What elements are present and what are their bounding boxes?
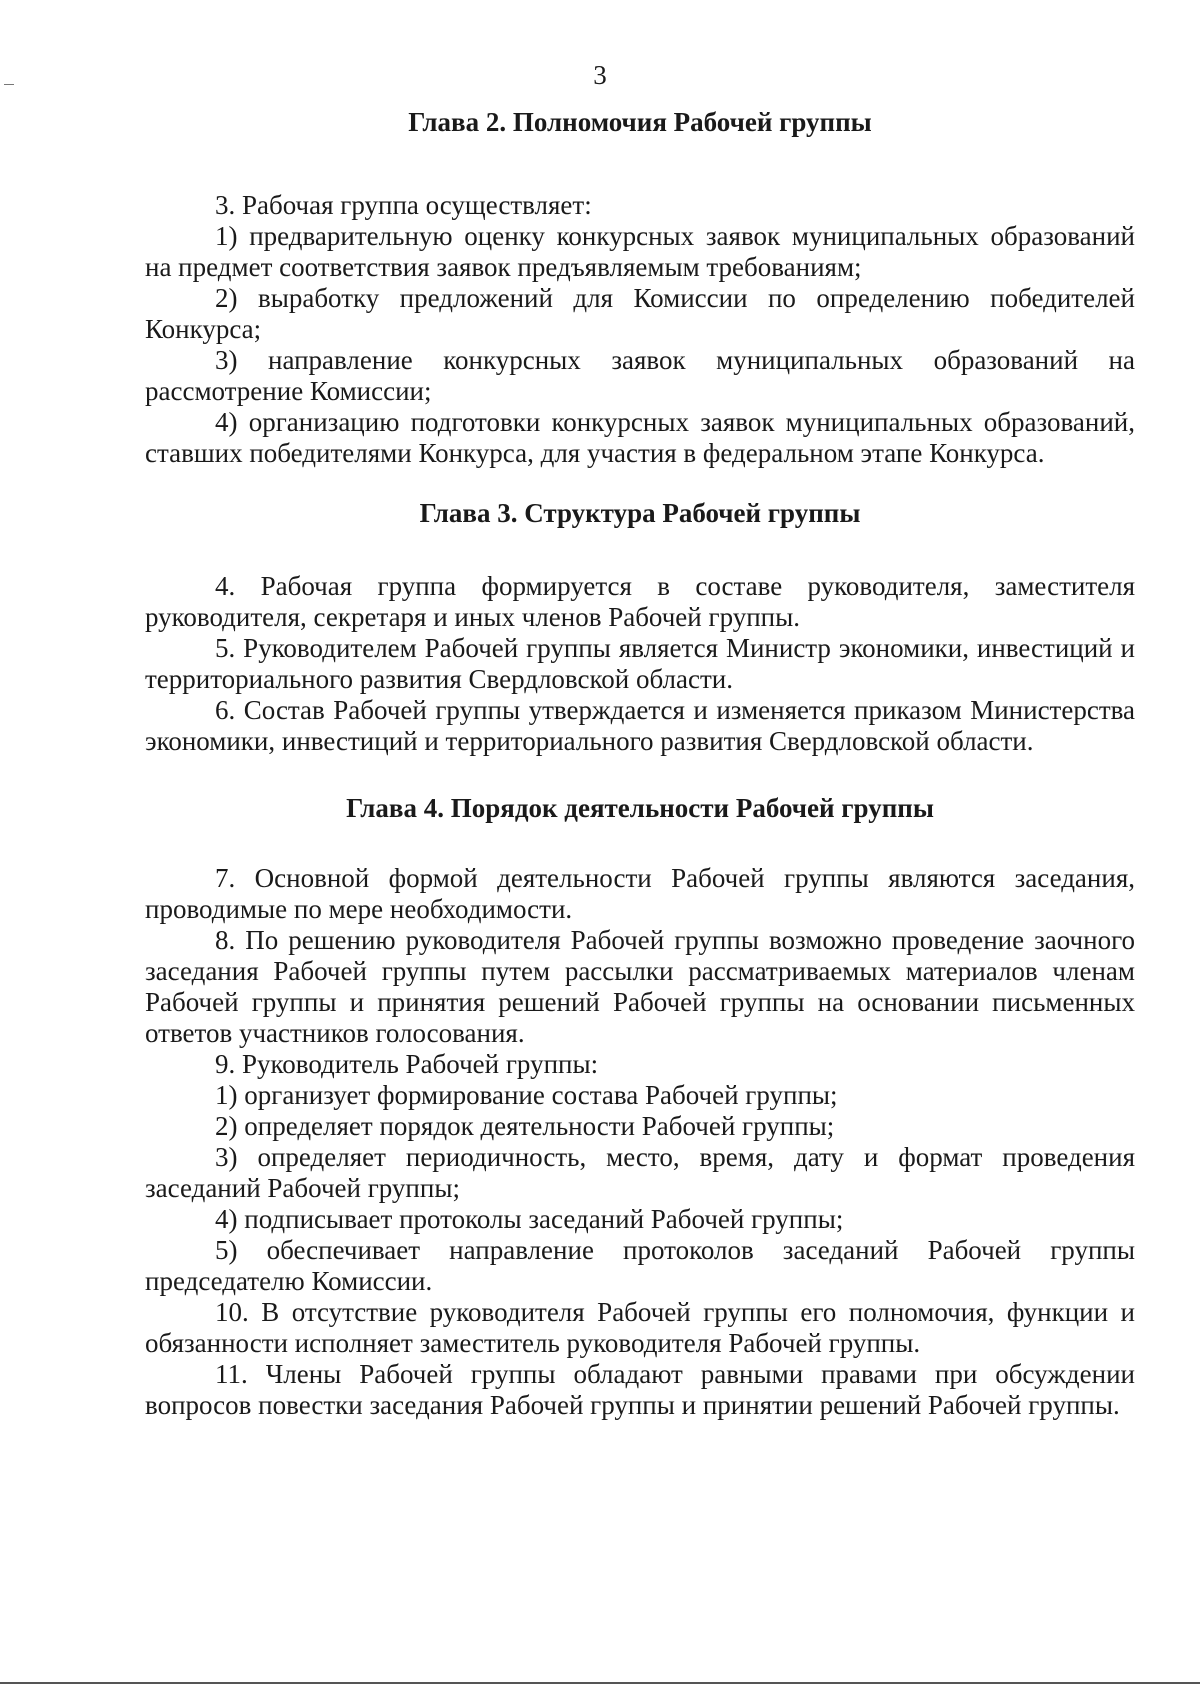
paragraph: 10. В отсутствие руководителя Рабочей группы его полномочия, функции и обязанности исполняет заместитель руководителя Рабочей группы.	[145, 1297, 1135, 1358]
chapter-2-section	[145, 190, 1135, 469]
chapter-2-heading: Глава 2. Полномочия Рабочей группы	[408, 107, 872, 137]
paragraph: 2) выработку предложений для Комиссии по определению победителей Конкурса;	[145, 283, 1135, 344]
paragraph: 4) организацию подготовки конкурсных заявок муниципальных образований, ставших победителями Конкурса, для участия в федеральном этапе Конкурса.	[145, 407, 1135, 468]
scan-edge-line	[0, 1682, 1200, 1684]
paragraph: 7. Основной формой деятельности Рабочей группы являются заседания, проводимые по мере необходимости.	[145, 863, 1135, 924]
paragraph: 1) организует формирование состава Рабочей группы;	[215, 1080, 838, 1110]
paragraph: 5) обеспечивает направление протоколов заседаний Рабочей группы председателю Комиссии.	[145, 1235, 1135, 1296]
paragraph: 1) предварительную оценку конкурсных заявок муниципальных образований на предмет соответствия заявок предъявляемым требованиям;	[145, 221, 1135, 282]
paragraph: 11. Члены Рабочей группы обладают равными правами при обсуждении вопросов повестки заседания Рабочей группы и принятии решений Рабочей группы.	[145, 1359, 1135, 1420]
chapter-3-heading: Глава 3. Структура Рабочей группы	[419, 498, 861, 528]
paragraph: 3. Рабочая группа осуществляет:	[215, 190, 592, 220]
page-number: 3	[593, 60, 607, 90]
paragraph: 5. Руководителем Рабочей группы является Министр экономики, инвестиций и территориального развития Свердловской области.	[145, 633, 1135, 694]
paragraph: 3) определяет периодичность, место, время, дату и формат проведения заседаний Рабочей группы;	[145, 1142, 1135, 1203]
paragraph: 2) определяет порядок деятельности Рабочей группы;	[215, 1111, 835, 1141]
paragraph: 4) подписывает протоколы заседаний Рабочей группы;	[215, 1204, 844, 1234]
scan-mark	[4, 84, 14, 85]
chapter-4-section	[145, 863, 1135, 1421]
chapter-4-heading: Глава 4. Порядок деятельности Рабочей группы	[346, 793, 934, 823]
paragraph: 9. Руководитель Рабочей группы:	[215, 1049, 599, 1079]
paragraph: 8. По решению руководителя Рабочей группы возможно проведение заочного заседания Рабочей группы путем рассылки рассматриваемых материалов членам Рабочей группы и принятия решений Рабочей группы на основании письменных ответов участников голосования.	[145, 925, 1135, 1048]
chapter-3-section	[145, 571, 1135, 757]
document-body	[145, 104, 1135, 1421]
paragraph: 6. Состав Рабочей группы утверждается и изменяется приказом Министерства экономики, инвестиций и территориального развития Свердловской области.	[145, 695, 1135, 756]
paragraph: 3) направление конкурсных заявок муниципальных образований на рассмотрение Комиссии;	[145, 345, 1135, 406]
paragraph: 4. Рабочая группа формируется в составе руководителя, заместителя руководителя, секретаря и иных членов Рабочей группы.	[145, 571, 1135, 632]
